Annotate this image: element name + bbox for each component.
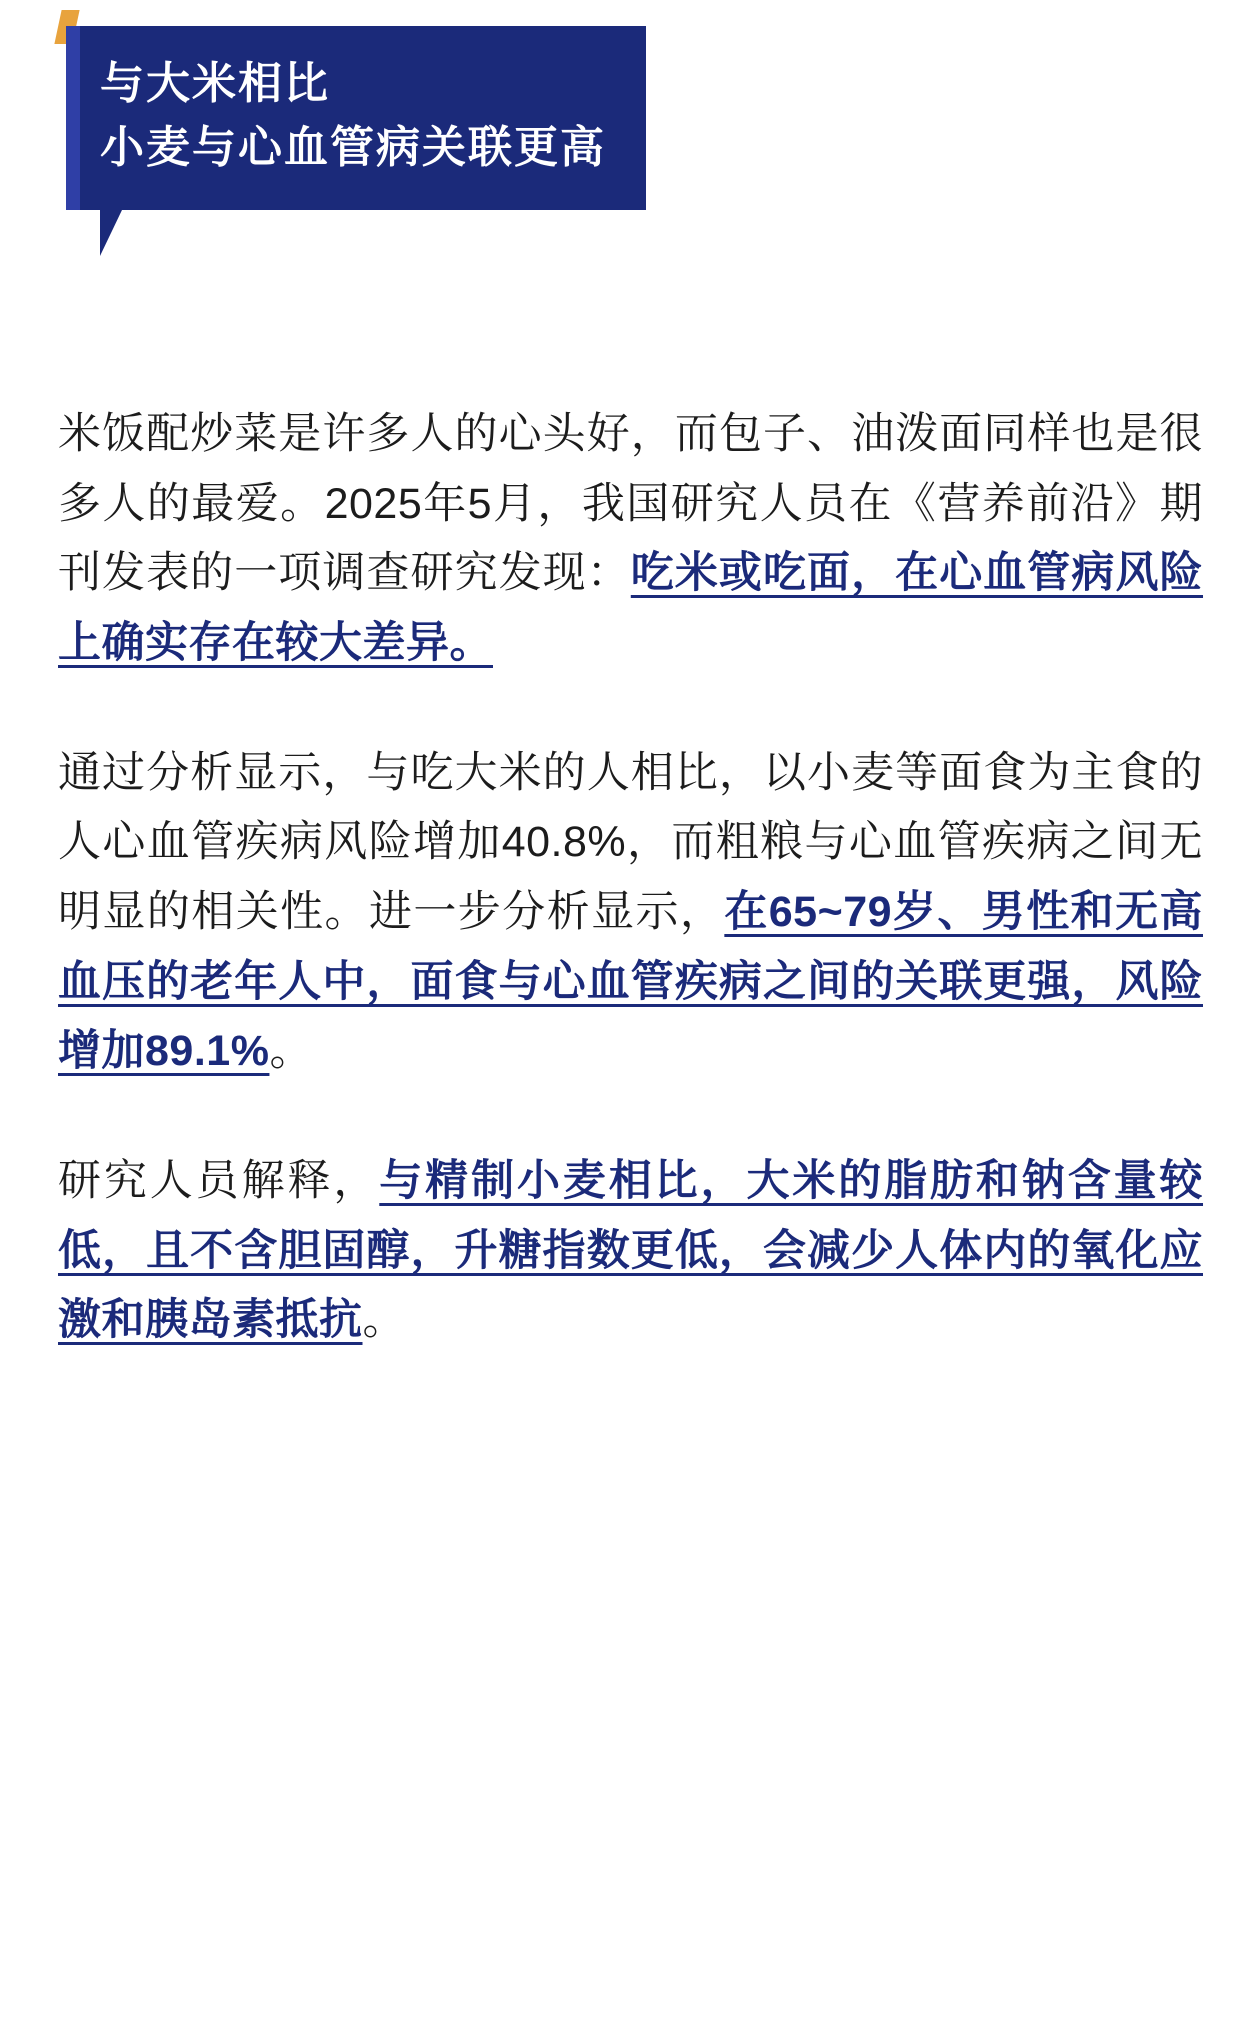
paragraph-1-highlight: 吃米或吃面，在心血管病风险上确实存在较大差异。	[58, 549, 1204, 667]
article-body	[58, 400, 1203, 1356]
title-line-1: 与大米相比	[100, 59, 330, 108]
paragraph-3	[58, 1147, 1203, 1356]
paragraph-3-plain-text: 研究人员解释，	[58, 1156, 380, 1205]
title-accent-bar	[66, 26, 80, 210]
paragraph-2	[58, 739, 1203, 1087]
paragraph-3-tail-text: 。	[362, 1296, 406, 1345]
article-title-block	[66, 26, 866, 210]
paragraph-3-highlight: 与精制小麦相比，大米的脂肪和钠含量较低，且不含胆固醇，升糖指数更低，会减少人体内的氧化应激和胰岛素抵抗	[58, 1156, 1204, 1345]
title-line-2: 小麦与心血管病关联更高	[100, 122, 606, 172]
title-banner	[66, 26, 646, 210]
paragraph-2-plain-text: 通过分析显示，与吃大米的人相比，以小麦等面食为主食的人心血管疾病风险增加40.8%，而粗粮与心血管疾病之间无明显的相关性。进一步分析显示，	[58, 748, 1203, 936]
paragraph-1	[58, 400, 1203, 679]
paragraph-1-plain-text: 米饭配炒菜是许多人的心头好，而包子、油泼面同样也是很多人的最爱。2025年5月，我国研究人员在《营养前沿》期刊发表的一项调查研究发现：	[58, 410, 1203, 598]
paragraph-2-highlight: 在65~79岁、男性和无高血压的老年人中，面食与心血管疾病之间的关联更强，风险增加89.1%	[58, 887, 1203, 1076]
paragraph-2-tail-text: 。	[269, 1027, 313, 1076]
title-pointer-tail	[100, 210, 122, 256]
